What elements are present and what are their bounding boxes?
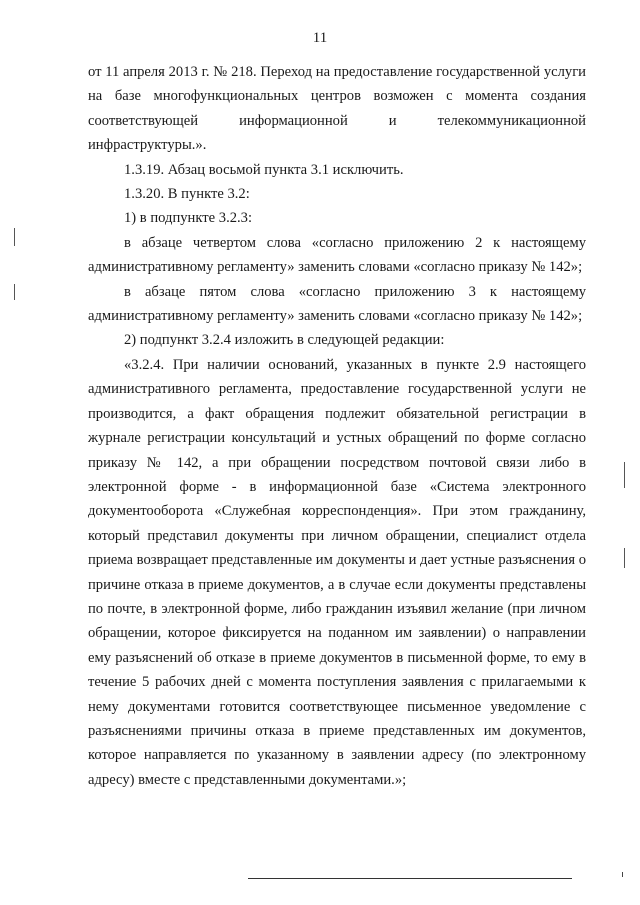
paragraph-4: 1) в подпункте 3.2.3: — [124, 210, 253, 227]
left-margin-mark-2 — [14, 284, 15, 300]
paragraph-1: от 11 апреля 2013 г. № 218. Переход на предоставление государственной услуги на базе многофункциональных центров возможен с момента создания соответствующей информационной и телекоммуникационной инфраструктуры.». — [88, 64, 586, 154]
right-margin-mark-2 — [624, 548, 625, 568]
paragraph-2: 1.3.19. Абзац восьмой пункта 3.1 исключить. — [124, 161, 404, 178]
paragraph-8: «3.2.4. При наличии оснований, указанных в пункте 2.9 настоящего административного регламента, предоставление государственной услуги не производится, а факт обращения подлежит обязательной регистрации в журнале регистрации консультаций и устных обращений по форме согласно приказу № 142, а при обращении посредством почтовой связи либо в электронной форме - в информационной базе «Система электронного документооборота «Служебная корреспонденция». При этом гражданину, который представил документы при личном обращении, специалист отдела приема возвращает представленные им документы и дает устные разъяснения о причине отказа в приеме документов, а в случае если документы представлены по почте, в электронной форме, либо гражданин изъявил желание (при личном обращении, которое фиксируется на поданном им заявлении) о направлении ему разъяснений об отказе в приеме документов в письменной форме, то ему в течение 5 рабочих дней с момента поступления заявления с прилагаемыми к нему документами готовится соответствующее письменное уведомление с разъяснениями причины отказа в приеме представленных им документов, которое направляется по указанному в заявлении адресу (по электронному адресу) вместе с представленными документами.»; — [88, 356, 586, 788]
page-number: 11 — [312, 30, 328, 46]
right-margin-mark-1 — [624, 462, 625, 488]
paragraph-3: 1.3.20. В пункте 3.2: — [124, 186, 250, 203]
paragraph-5: в абзаце четвертом слова «согласно приложению 2 к настоящему административному регламенту» заменить словами «согласно приказу № 142»; — [88, 234, 586, 276]
bottom-rule — [248, 878, 572, 879]
paragraph-7: 2) подпункт 3.2.4 изложить в следующей редакции: — [124, 332, 445, 349]
paragraph-6: в абзаце пятом слова «согласно приложению 3 к настоящему административному регламенту» заменить словами «согласно приказу № 142»; — [88, 283, 586, 325]
left-margin-mark-1 — [14, 228, 15, 246]
document-body — [88, 60, 586, 792]
corner-mark — [622, 872, 623, 877]
